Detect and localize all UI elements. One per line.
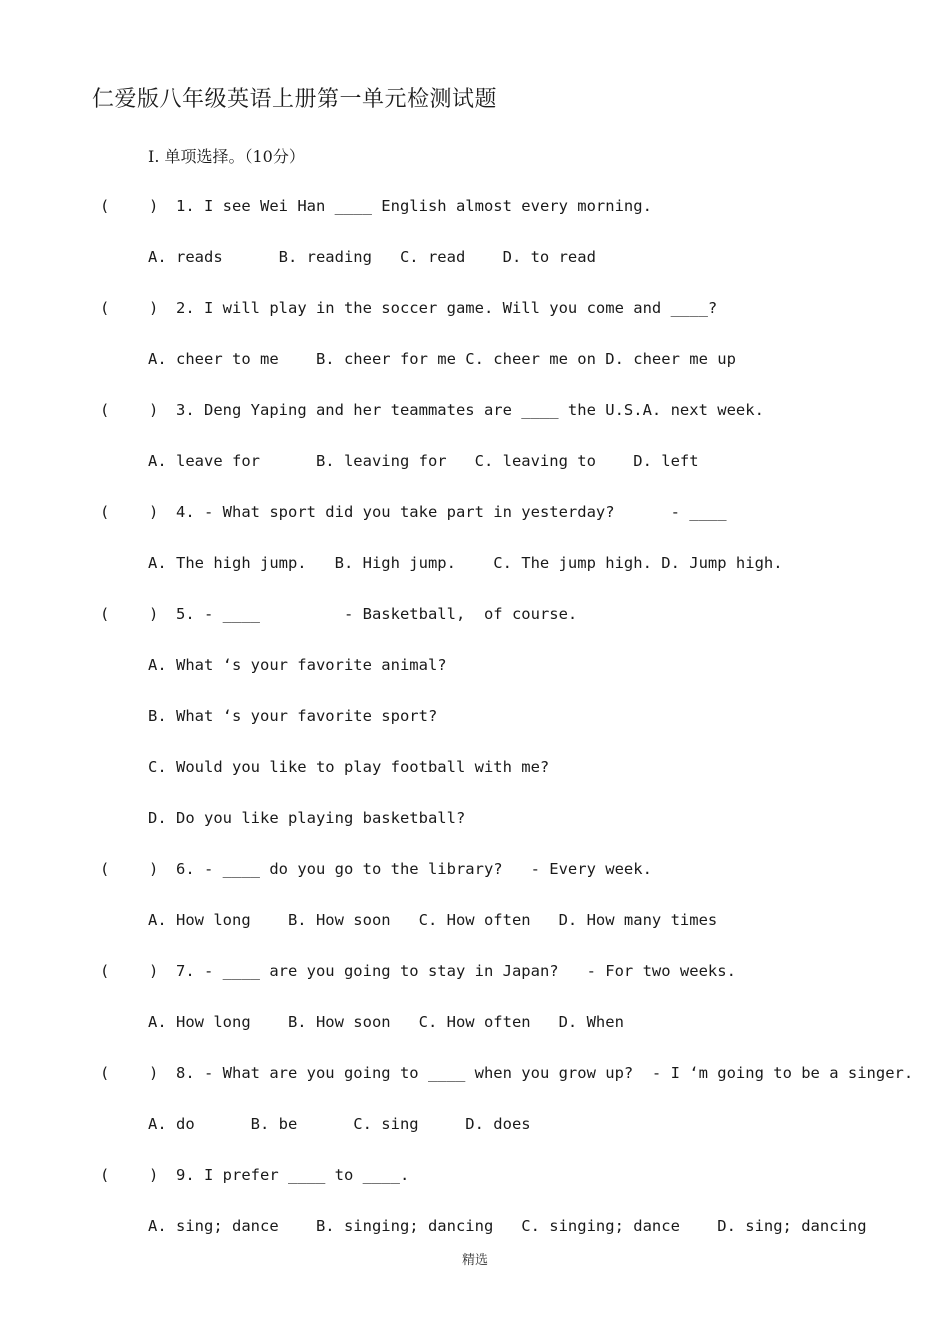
answer-bracket-close: ) — [149, 605, 159, 623]
answer-bracket-close: ) — [149, 1166, 159, 1184]
page-footer: 精选 — [461, 1253, 488, 1268]
option-text: A. How long B. How soon C. How often D. When — [148, 1013, 624, 1031]
answer-bracket-open: ( — [100, 1166, 110, 1184]
section-heading: Ⅰ. 单项选择。（10分） — [148, 147, 305, 166]
question-row — [0, 1166, 950, 1192]
answer-bracket-close: ) — [149, 1064, 159, 1082]
option-text: A. What ‘s your favorite animal? — [148, 656, 447, 674]
option-text: A. sing; dance B. singing; dancing C. singing; dance D. sing; dancing — [148, 1217, 867, 1235]
question-text: 6. - ____ do you go to the library? - Every week. — [176, 860, 652, 878]
option-text: C. Would you like to play football with me? — [148, 758, 550, 776]
option-row — [0, 656, 950, 682]
question-text: 1. I see Wei Han ____ English almost every morning. — [176, 197, 652, 215]
option-text: B. What ‘s your favorite sport? — [148, 707, 438, 725]
question-text: 9. I prefer ____ to ____. — [176, 1166, 410, 1184]
answer-bracket-open: ( — [100, 197, 110, 215]
option-row — [0, 911, 950, 937]
option-row — [0, 350, 950, 376]
question-text: 3. Deng Yaping and her teammates are ____ the U.S.A. next week. — [176, 401, 764, 419]
option-row — [0, 758, 950, 784]
question-row — [0, 1064, 950, 1090]
answer-bracket-close: ) — [149, 401, 159, 419]
question-row — [0, 299, 950, 325]
option-row — [0, 809, 950, 835]
option-row — [0, 1217, 950, 1243]
answer-bracket-open: ( — [100, 605, 110, 623]
option-text: A. The high jump. B. High jump. C. The jump high. D. Jump high. — [148, 554, 783, 572]
question-text: 2. I will play in the soccer game. Will you come and ____? — [176, 299, 718, 317]
option-text: A. leave for B. leaving for C. leaving to D. left — [148, 452, 699, 470]
question-text: 5. - ____ - Basketball, of course. — [176, 605, 578, 623]
option-text: A. reads B. reading C. read D. to read — [148, 248, 596, 266]
answer-bracket-open: ( — [100, 1064, 110, 1082]
question-text: 8. - What are you going to ____ when you grow up? - I ‘m going to be a singer. — [176, 1064, 914, 1082]
option-row — [0, 452, 950, 478]
option-text: A. do B. be C. sing D. does — [148, 1115, 531, 1133]
question-row — [0, 962, 950, 988]
question-row — [0, 503, 950, 529]
option-row — [0, 554, 950, 580]
page-title: 仁爱版八年级英语上册第一单元检测试题 — [92, 87, 498, 112]
option-row — [0, 248, 950, 274]
answer-bracket-close: ) — [149, 197, 159, 215]
answer-bracket-open: ( — [100, 962, 110, 980]
question-text: 4. - What sport did you take part in yesterday? - ____ — [176, 503, 727, 521]
option-row — [0, 1013, 950, 1039]
option-row — [0, 1115, 950, 1141]
answer-bracket-close: ) — [149, 503, 159, 521]
question-row — [0, 860, 950, 886]
answer-bracket-open: ( — [100, 401, 110, 419]
answer-bracket-close: ) — [149, 860, 159, 878]
answer-bracket-open: ( — [100, 299, 110, 317]
answer-bracket-open: ( — [100, 860, 110, 878]
option-text: A. cheer to me B. cheer for me C. cheer me on D. cheer me up — [148, 350, 736, 368]
question-row — [0, 605, 950, 631]
answer-bracket-close: ) — [149, 299, 159, 317]
question-row — [0, 401, 950, 427]
answer-bracket-close: ) — [149, 962, 159, 980]
option-text: A. How long B. How soon C. How often D. How many times — [148, 911, 718, 929]
option-row — [0, 707, 950, 733]
question-text: 7. - ____ are you going to stay in Japan? - For two weeks. — [176, 962, 736, 980]
question-row — [0, 197, 950, 223]
answer-bracket-open: ( — [100, 503, 110, 521]
option-text: D. Do you like playing basketball? — [148, 809, 466, 827]
